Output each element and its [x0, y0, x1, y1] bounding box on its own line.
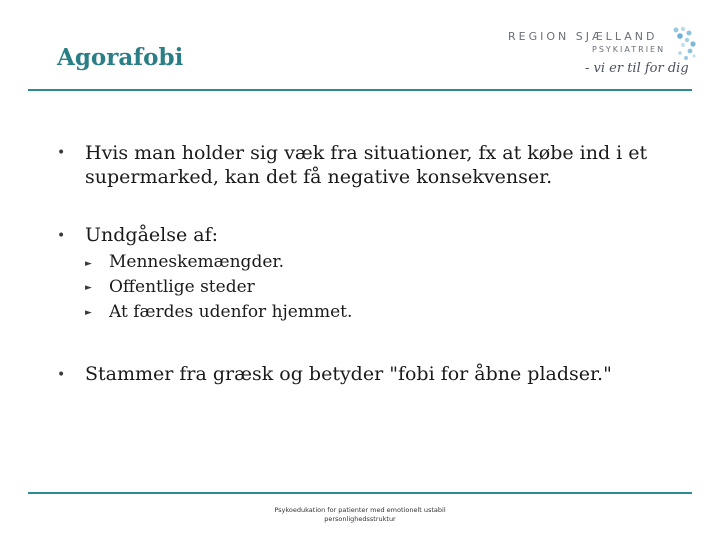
bullet-marker: • [57, 228, 66, 244]
bullet-item-3: Stammer fra græsk og betyder "fobi for åbne pladser." [85, 363, 612, 385]
slide-footer [250, 506, 470, 524]
bullet-marker: • [57, 367, 66, 383]
header-divider [28, 89, 692, 91]
bullet-marker: • [57, 145, 66, 161]
logo-tagline: - vi er til for dig [585, 61, 689, 76]
bullet-item-1: Hvis man holder sig væk fra situationer, fx at købe ind i et supermarked, kan det få negative konsekvenser. [85, 142, 648, 188]
footer-line-1: Psykoedukation for patienter med emotionelt ustabil [274, 506, 446, 514]
slide-title: Agorafobi [57, 44, 184, 71]
logo-dots-icon [666, 25, 698, 65]
sub-bullet-marker: ► [85, 308, 92, 318]
sub-bullet-marker: ► [85, 283, 92, 293]
sub-bullet-item-1: Menneskemængder. [109, 252, 285, 272]
region-logo [508, 25, 698, 89]
sub-bullet-marker: ► [85, 259, 92, 269]
footer-line-2: personlighedsstruktur [324, 515, 396, 523]
logo-name: REGION SJÆLLAND [508, 30, 658, 43]
sub-bullet-item-2: Offentlige steder [109, 277, 255, 297]
bullet-item-2: Undgåelse af: [85, 224, 219, 246]
footer-divider [28, 492, 692, 494]
logo-subtitle: PSYKIATRIEN [592, 45, 666, 54]
sub-bullet-item-3: At færdes udenfor hjemmet. [109, 302, 353, 322]
